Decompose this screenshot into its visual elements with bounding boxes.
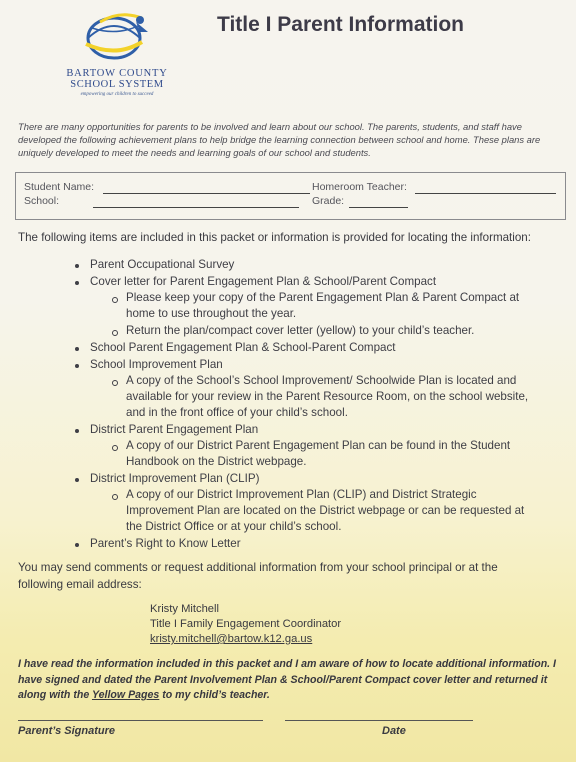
- bullet-icon: [75, 543, 79, 547]
- list-subitem-continued: the District Office or at your child’s school.: [126, 520, 342, 533]
- bullet-icon: [75, 478, 79, 482]
- list-item: School Parent Engagement Plan & School-Parent Compact: [90, 341, 396, 354]
- contact-name: Kristy Mitchell: [150, 603, 219, 615]
- list-item: District Improvement Plan (CLIP): [90, 472, 260, 485]
- list-subitem: Please keep your copy of the Parent Engagement Plan & Parent Compact at: [126, 291, 520, 304]
- date-label: Date: [382, 725, 406, 737]
- list-subitem: Return the plan/compact cover letter (yellow) to your child’s teacher.: [126, 324, 475, 337]
- list-item: School Improvement Plan: [90, 358, 223, 371]
- list-subitem-continued: available for your review in the Parent Resource Room, on the school website,: [126, 390, 529, 403]
- list-subitem: A copy of our District Improvement Plan (CLIP) and District Strategic: [126, 488, 477, 501]
- contact-role: Title I Family Engagement Coordinator: [150, 618, 342, 630]
- district-logo: [58, 8, 176, 100]
- student-name-label: Student Name:: [24, 181, 95, 193]
- list-item: Cover letter for Parent Engagement Plan & School/Parent Compact: [90, 275, 437, 288]
- bullet-icon: [75, 281, 79, 285]
- contact-block: [150, 602, 341, 647]
- bullet-icon: [75, 347, 79, 351]
- globe-logo-icon: [80, 8, 156, 66]
- parent-signature-label: Parent’s Signature: [18, 725, 115, 737]
- list-subitem-continued: home to use throughout the year.: [126, 307, 297, 320]
- logo-text-county: BARTOW COUNTY: [66, 68, 168, 79]
- acknowledgement-suffix: to my child’s teacher.: [159, 689, 270, 701]
- logo-tagline: empowering our children to succeed: [80, 92, 154, 97]
- list-subitem: A copy of the School’s School Improvement/ Schoolwide Plan is located and: [126, 374, 517, 387]
- school-field[interactable]: [93, 207, 299, 208]
- student-name-field[interactable]: [103, 193, 310, 194]
- intro-paragraph: There are many opportunities for parents to be involved and learn about our school. The parents, students, and staff have developed the following achievement plans to help bridge the learning connection between school and home. These plans are uniquely developed to meet the needs and learning goals of our school and students.: [18, 121, 541, 158]
- bullet-icon: [75, 429, 79, 433]
- list-item: District Parent Engagement Plan: [90, 423, 259, 436]
- acknowledgement-text: I have read the information included in this packet and I am aware of how to locate additional information. I have signed and dated the Parent Involvement Plan & School/Parent Compact cover letter and returned it along with the: [18, 658, 557, 701]
- sub-bullet-icon: [112, 494, 118, 500]
- contact-email-link[interactable]: kristy.mitchell@bartow.k12.ga.us: [150, 633, 313, 645]
- list-item: Parent Occupational Survey: [90, 258, 235, 271]
- list-subitem-continued: and in the front office of your child’s school.: [126, 406, 348, 419]
- homeroom-teacher-field[interactable]: [415, 193, 556, 194]
- page-title: Title I Parent Information: [217, 13, 464, 36]
- acknowledgement-paragraph: [18, 657, 558, 704]
- school-label: School:: [24, 195, 60, 207]
- list-subitem: A copy of our District Parent Engagement Plan can be found in the Student: [126, 439, 511, 452]
- student-info-box: [15, 172, 566, 220]
- bullet-icon: [75, 264, 79, 268]
- grade-field[interactable]: [349, 207, 408, 208]
- items-lead-text: The following items are included in this packet or information is provided for locating the information:: [18, 231, 531, 244]
- sub-bullet-icon: [112, 380, 118, 386]
- grade-label: Grade:: [312, 195, 345, 207]
- homeroom-teacher-label: Homeroom Teacher:: [312, 181, 407, 193]
- list-item: Parent’s Right to Know Letter: [90, 537, 241, 550]
- logo-text-system: SCHOOL SYSTEM: [70, 79, 164, 90]
- sub-bullet-icon: [112, 445, 118, 451]
- date-line[interactable]: [285, 720, 473, 721]
- sub-bullet-icon: [112, 297, 118, 303]
- sub-bullet-icon: [112, 330, 118, 336]
- yellow-pages-text: Yellow Pages: [91, 689, 160, 701]
- list-subitem-continued: Improvement Plan are located on the District webpage or can be requested at: [126, 504, 525, 517]
- parent-signature-line[interactable]: [18, 720, 263, 721]
- list-subitem-continued: Handbook on the District webpage.: [126, 455, 307, 468]
- comments-paragraph: You may send comments or request additional information from your school principal or at the following email address:: [18, 561, 498, 591]
- bullet-icon: [75, 364, 79, 368]
